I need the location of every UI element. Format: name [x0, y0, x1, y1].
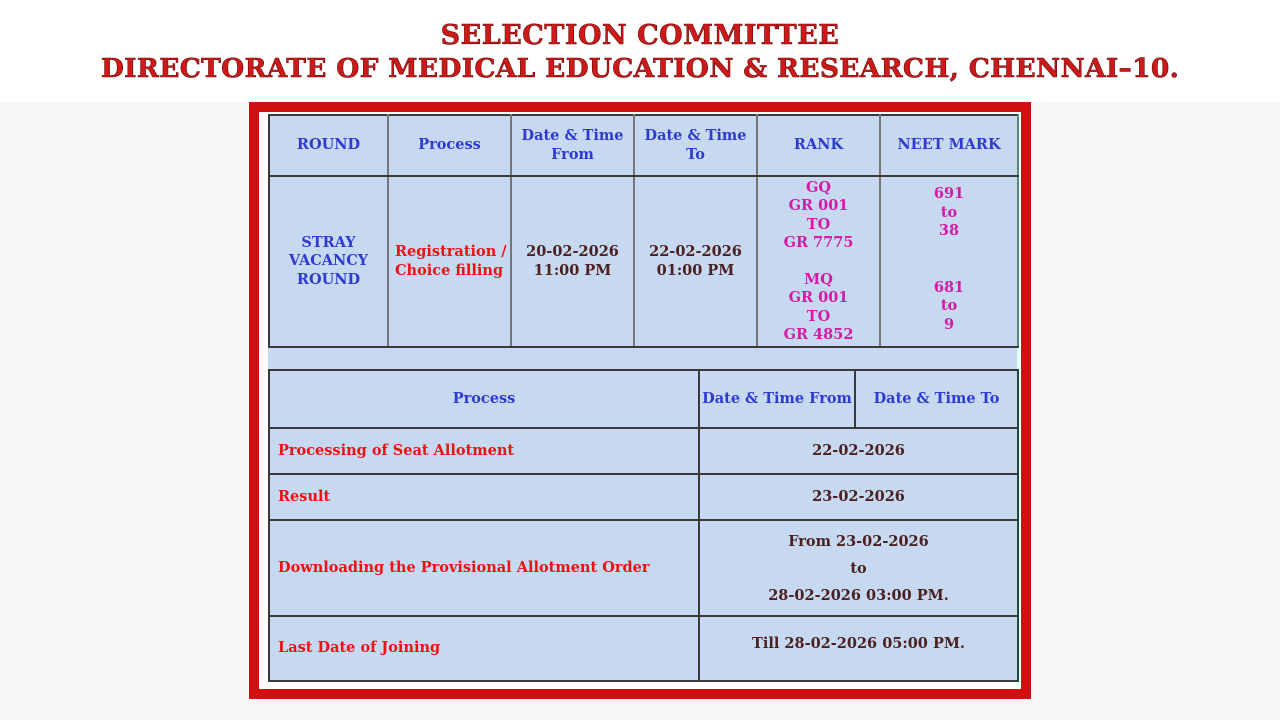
event-date-result: 23-02-2026 [699, 474, 1018, 520]
mark-gq-to: 38 [938, 222, 960, 239]
rank-mq-from: GR 001 [788, 289, 849, 306]
header-process: Process [388, 115, 511, 176]
event-process-joining: Last Date of Joining [269, 616, 699, 681]
rank-mq-to-word: TO [806, 307, 831, 325]
date-to-time: 01:00 PM [656, 261, 735, 279]
page-header [0, 0, 1280, 102]
header-subtitle: DIRECTORATE OF MEDICAL EDUCATION & RESEARCH, CHENNAI–10. [100, 53, 1180, 84]
header-round: ROUND [269, 115, 388, 176]
events-header-process: Process [269, 370, 699, 428]
rank-gq-to-word: TO [806, 215, 831, 233]
mark-mq-to: 9 [943, 315, 955, 333]
process-cell: Registration / Choice filling [388, 176, 511, 347]
date-from-date: 20-02-2026 [526, 243, 619, 260]
rank-gq-to: GR 7775 [783, 234, 854, 251]
event-process-seat-allotment: Processing of Seat Allotment [269, 428, 699, 474]
events-header-to: Date & Time To [855, 370, 1018, 428]
header-rank: RANK [757, 115, 880, 176]
mark-mq-from: 681 [933, 278, 965, 296]
event-date-seat-allotment: 22-02-2026 [699, 428, 1018, 474]
rank-gq-label: GQ [805, 178, 831, 196]
neet-mark-cell [880, 176, 1018, 347]
header-neet-mark: NEET MARK [880, 115, 1018, 176]
event-process-download: Downloading the Provisional Allotment Order [269, 520, 699, 616]
header-date-from: Date & Time From [511, 115, 634, 176]
round-cell: STRAY VACANCY ROUND [269, 176, 388, 347]
mark-gq-from: 691 [933, 185, 965, 202]
table-gap [268, 348, 1017, 370]
schedule-frame [249, 102, 1031, 699]
date-from-cell [511, 176, 634, 347]
date-from-time: 11:00 PM [533, 261, 612, 279]
event-process-result: Result [269, 474, 699, 520]
date-to-cell [634, 176, 757, 347]
event-date-download [699, 520, 1018, 616]
header-title: SELECTION COMMITTEE [440, 20, 840, 51]
rank-mq-to: GR 4852 [783, 326, 854, 343]
rank-gq-from: GR 001 [788, 197, 849, 214]
rank-cell [757, 176, 880, 347]
date-to-date: 22-02-2026 [649, 243, 742, 260]
schedule-table [268, 114, 1019, 348]
events-header-from: Date & Time From [699, 370, 855, 428]
event-date-joining: Till 28-02-2026 05:00 PM. [699, 616, 1018, 681]
download-to: 28-02-2026 03:00 PM. [768, 586, 949, 604]
download-to-word: to [850, 559, 867, 577]
mark-mq-to-word: to [940, 297, 958, 314]
download-from: From 23-02-2026 [788, 532, 929, 550]
rank-mq-label: MQ [804, 270, 833, 288]
events-table [268, 369, 1019, 682]
header-date-to: Date & Time To [634, 115, 757, 176]
mark-gq-to-word: to [940, 203, 958, 221]
